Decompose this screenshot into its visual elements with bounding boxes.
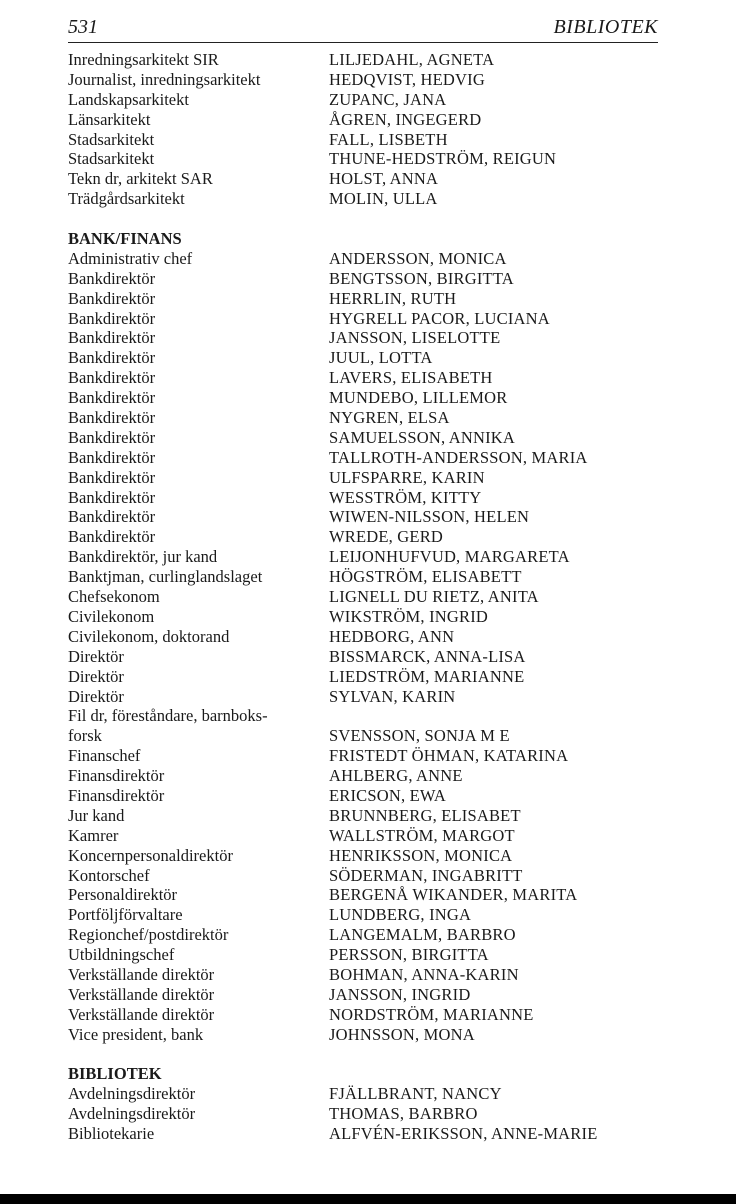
entry-name: HEDBORG, ANN [329, 626, 455, 646]
directory-entry [68, 866, 668, 886]
directory-entry [68, 1104, 668, 1124]
entry-name: SYLVAN, KARIN [329, 686, 456, 706]
entry-title: forsk [68, 726, 102, 746]
directory-entry [68, 687, 668, 707]
entry-name: ALFVÉN-ERIKSSON, ANNE-MARIE [329, 1124, 598, 1144]
entry-name: JANSSON, LISELOTTE [329, 328, 501, 348]
entry-title: Fil dr, föreståndare, barnboks- [68, 706, 268, 726]
entry-title: Inredningsarkitekt SIR [68, 50, 219, 69]
entry-name: WREDE, GERD [329, 527, 444, 547]
entry-name: HEDQVIST, HEDVIG [329, 69, 485, 89]
directory-entry [68, 527, 668, 547]
directory-entry [68, 448, 668, 468]
entry-name: NYGREN, ELSA [329, 408, 450, 428]
entry-name: LUNDBERG, INGA [329, 905, 472, 925]
directory-entry [68, 667, 668, 687]
bottom-edge-bar [0, 1194, 736, 1204]
entry-title: Kamrer [68, 825, 119, 845]
entry-title: Personaldirektör [68, 885, 178, 905]
page-header [68, 14, 658, 43]
entry-name: JANSSON, INGRID [329, 984, 471, 1004]
entry-title: Jur kand [68, 805, 125, 825]
directory-entry [68, 269, 668, 289]
entry-name: LIEDSTRÖM, MARIANNE [329, 666, 525, 686]
entry-name: WIWEN-NILSSON, HELEN [329, 507, 530, 527]
directory-entry [68, 149, 668, 169]
entry-name: THOMAS, BARBRO [329, 1104, 478, 1124]
directory-entry [68, 169, 668, 189]
entry-name: FRISTEDT ÖHMAN, KATARINA [329, 746, 569, 766]
entry-name: ERICSON, EWA [329, 785, 446, 805]
entry-name: THUNE-HEDSTRÖM, REIGUN [329, 149, 557, 169]
entry-title: Bankdirektör [68, 447, 156, 467]
entry-title: Bibliotekarie [68, 1124, 155, 1144]
entry-name: ANDERSSON, MONICA [329, 248, 507, 268]
directory-entry [68, 328, 668, 348]
entry-name: BENGTSSON, BIRGITTA [329, 268, 514, 288]
directory-entry [68, 289, 668, 309]
directory-entry [68, 885, 668, 905]
directory-entry [68, 488, 668, 508]
entry-title: Verkställande direktör [68, 964, 215, 984]
directory-entry [68, 408, 668, 428]
directory-entry [68, 905, 668, 925]
section-gap [68, 1045, 668, 1065]
entry-name: HÖGSTRÖM, ELISABETT [329, 567, 522, 587]
entry-title: Portföljförvaltare [68, 905, 183, 925]
entry-title: Bankdirektör [68, 368, 156, 388]
entry-name: MUNDEBO, LILLEMOR [329, 388, 508, 408]
directory-entry [68, 189, 668, 209]
page-number: 531 [68, 16, 98, 38]
entry-title: Landskapsarkitekt [68, 89, 189, 109]
entry-title: Stadsarkitekt [68, 129, 155, 149]
directory-entry [68, 806, 668, 826]
entry-title: Bankdirektör [68, 348, 156, 368]
entry-title: Länsarkitekt [68, 109, 151, 129]
entry-name: LEIJONHUFVUD, MARGARETA [329, 547, 570, 567]
entry-title: Bankdirektör [68, 328, 156, 348]
entry-title: Finansdirektör [68, 766, 165, 786]
entry-name: LANGEMALM, BARBRO [329, 925, 516, 945]
entry-title: Finansdirektör [68, 785, 165, 805]
directory-entry [68, 607, 668, 627]
entry-title: Trädgårdsarkitekt [68, 189, 185, 209]
entry-title: Bankdirektör [68, 268, 156, 288]
directory-entry [68, 726, 668, 746]
entry-name: WESSTRÖM, KITTY [329, 487, 482, 507]
entry-name: SVENSSON, SONJA M E [329, 726, 510, 746]
entry-title: Bankdirektör [68, 507, 156, 527]
directory-entry [68, 1025, 668, 1045]
entry-name: LILJEDAHL, AGNETA [329, 50, 495, 69]
directory-entry [68, 627, 668, 647]
entry-title: Journalist, inredningsarkitekt [68, 69, 261, 89]
entry-title: Regionchef/postdirektör [68, 925, 229, 945]
entry-name: JOHNSSON, MONA [329, 1024, 475, 1044]
entry-name: ULFSPARRE, KARIN [329, 467, 485, 487]
entry-name: NORDSTRÖM, MARIANNE [329, 1004, 534, 1024]
entry-name: HOLST, ANNA [329, 169, 439, 189]
directory-entry [68, 945, 668, 965]
entry-title: Tekn dr, arkitekt SAR [68, 169, 213, 189]
directory-entry [68, 786, 668, 806]
directory-entry [68, 965, 668, 985]
entry-name: ÅGREN, INGEGERD [329, 109, 482, 129]
entry-title: Avdelningsdirektör [68, 1084, 196, 1104]
entry-name: WIKSTRÖM, INGRID [329, 606, 489, 626]
entry-title: Vice president, bank [68, 1024, 204, 1044]
entry-title: Kontorschef [68, 865, 150, 885]
entry-name: BRUNNBERG, ELISABET [329, 805, 521, 825]
entry-name: FJÄLLBRANT, NANCY [329, 1084, 502, 1104]
directory-entry [68, 547, 668, 567]
entry-title: Bankdirektör [68, 527, 156, 547]
entry-name: SAMUELSSON, ANNIKA [329, 427, 516, 447]
entry-name: HYGRELL PACOR, LUCIANA [329, 308, 550, 328]
directory-entry [68, 846, 668, 866]
entry-name: SÖDERMAN, INGABRITT [329, 865, 523, 885]
entry-name: BOHMAN, ANNA-KARIN [329, 964, 519, 984]
entry-title: Bankdirektör [68, 427, 156, 447]
entry-title: Verkställande direktör [68, 1004, 215, 1024]
directory-entry [68, 647, 668, 667]
entry-title: Civilekonom [68, 606, 155, 626]
directory-entry [68, 428, 668, 448]
entry-title: Stadsarkitekt [68, 149, 155, 169]
entry-name: BISSMARCK, ANNA-LISA [329, 646, 526, 666]
directory-entry [68, 468, 668, 488]
directory-entry [68, 826, 668, 846]
entry-title: Bankdirektör [68, 487, 156, 507]
directory-entry [68, 309, 668, 329]
directory-entry [68, 567, 668, 587]
entry-title: Chefsekonom [68, 587, 160, 607]
entry-title: Direktör [68, 666, 124, 686]
entry-name: HENRIKSSON, MONICA [329, 845, 513, 865]
entry-title: Avdelningsdirektör [68, 1104, 196, 1124]
entry-title: Bankdirektör [68, 288, 156, 308]
directory-entry [68, 348, 668, 368]
entry-name: ZUPANC, JANA [329, 89, 447, 109]
entry-title: Koncernpersonaldirektör [68, 845, 233, 865]
entry-title: Bankdirektör, jur kand [68, 547, 218, 567]
entry-name: LAVERS, ELISABETH [329, 368, 493, 388]
entry-name: PERSSON, BIRGITTA [329, 945, 489, 965]
directory-entry [68, 587, 668, 607]
entry-name: MOLIN, ULLA [329, 189, 438, 209]
entry-title: Verkställande direktör [68, 984, 215, 1004]
section-heading: BIBLIOTEK [68, 1064, 162, 1084]
entry-name: HERRLIN, RUTH [329, 288, 457, 308]
entry-title: Bankdirektör [68, 467, 156, 487]
directory-entry [68, 90, 668, 110]
directory-entry [68, 766, 668, 786]
directory-list [68, 50, 668, 1144]
section-gap [68, 209, 668, 229]
directory-entry [68, 746, 668, 766]
directory-entry [68, 249, 668, 269]
entry-title: Civilekonom, doktorand [68, 626, 230, 646]
entry-name: WALLSTRÖM, MARGOT [329, 825, 515, 845]
entry-name: LIGNELL DU RIETZ, ANITA [329, 587, 539, 607]
directory-entry [68, 1084, 668, 1104]
entry-name: AHLBERG, ANNE [329, 766, 463, 786]
section-heading: BANK/FINANS [68, 229, 182, 249]
entry-title: Banktjman, curlinglandslaget [68, 567, 263, 587]
directory-entry [68, 507, 668, 527]
directory-entry [68, 110, 668, 130]
entry-title: Direktör [68, 646, 124, 666]
running-head: BIBLIOTEK [553, 16, 658, 38]
directory-entry [68, 368, 668, 388]
entry-name: BERGENÅ WIKANDER, MARITA [329, 885, 578, 905]
directory-entry [68, 388, 668, 408]
directory-entry [68, 1005, 668, 1025]
entry-name: JUUL, LOTTA [329, 348, 433, 368]
directory-entry [68, 130, 668, 150]
entry-title: Direktör [68, 686, 124, 706]
directory-entry [68, 50, 668, 70]
entry-title: Utbildningschef [68, 945, 175, 965]
entry-name: TALLROTH-ANDERSSON, MARIA [329, 447, 588, 467]
entry-name: FALL, LISBETH [329, 129, 448, 149]
directory-entry [68, 70, 668, 90]
directory-entry [68, 925, 668, 945]
entry-title: Bankdirektör [68, 388, 156, 408]
directory-entry [68, 1124, 668, 1144]
directory-entry [68, 985, 668, 1005]
entry-title: Bankdirektör [68, 408, 156, 428]
entry-title: Administrativ chef [68, 248, 193, 268]
directory-entry [68, 706, 668, 726]
entry-title: Finanschef [68, 746, 141, 766]
entry-title: Bankdirektör [68, 308, 156, 328]
